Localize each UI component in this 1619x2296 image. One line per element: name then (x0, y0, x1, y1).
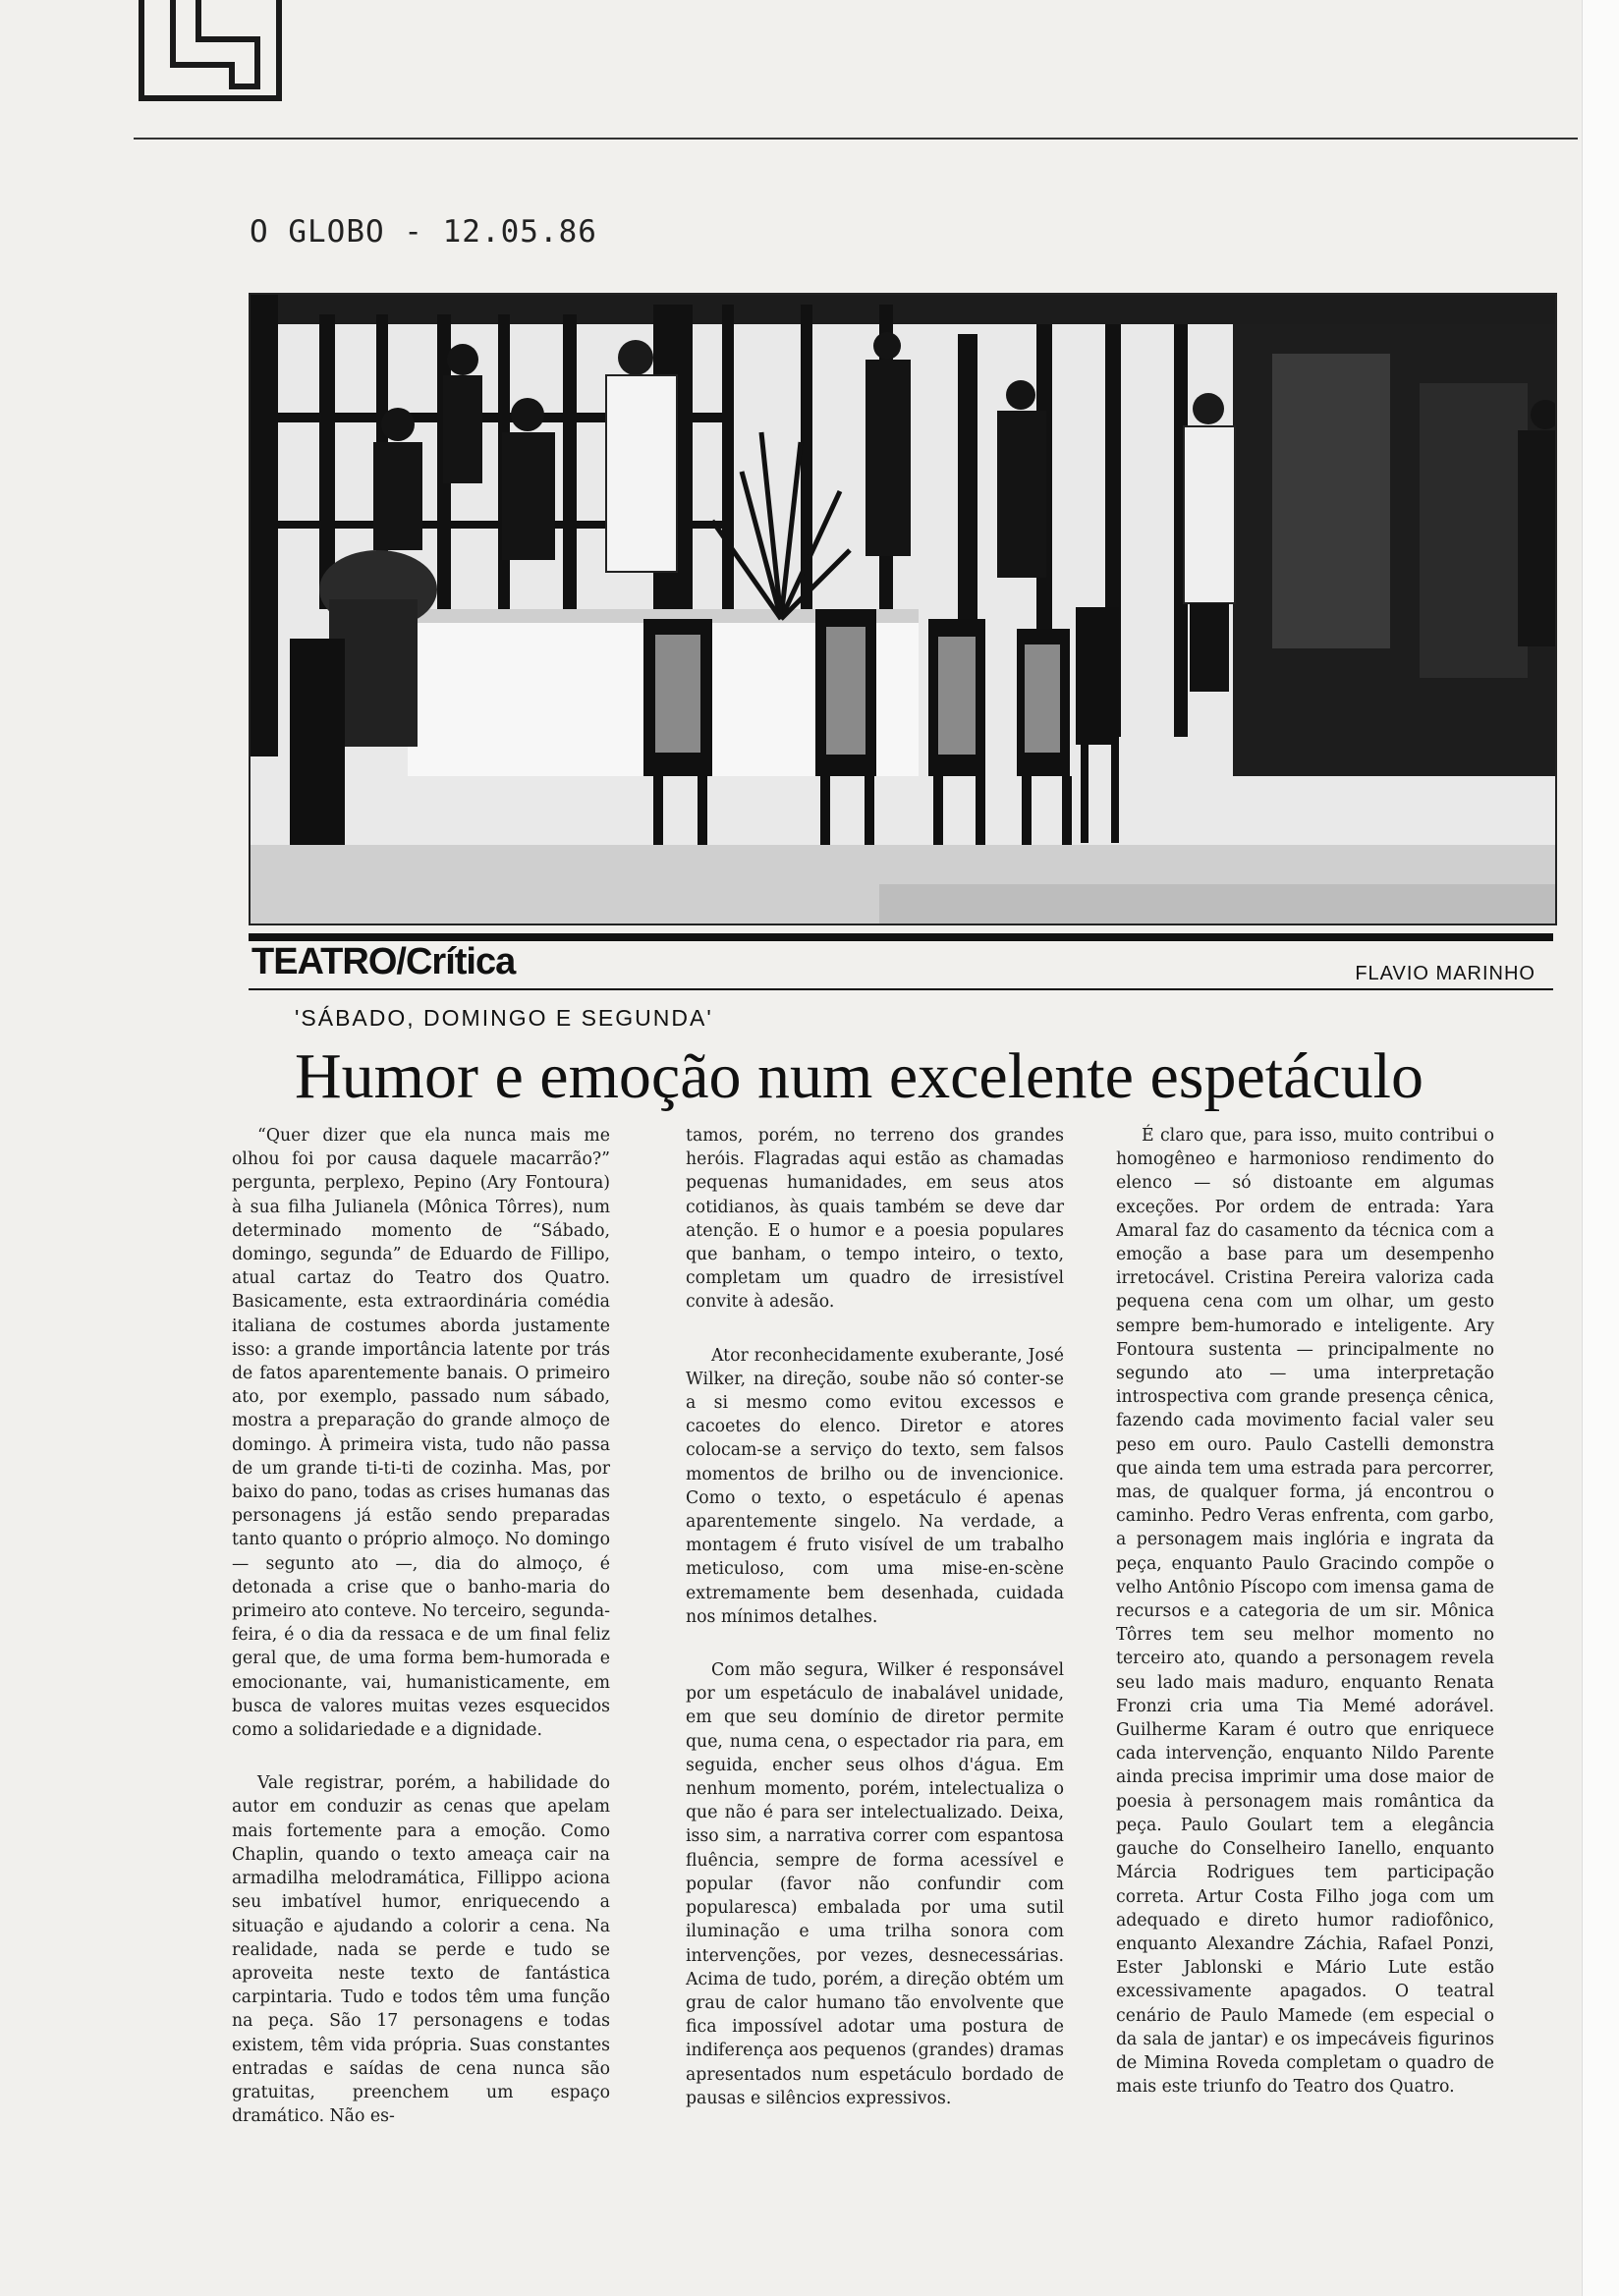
section-heading (251, 941, 515, 983)
section-main: TEATRO (251, 941, 397, 982)
header-rule (134, 138, 1578, 140)
section-rule-bottom (249, 988, 1553, 990)
paragraph: Vale registrar, porém, a habilidade do autor em conduzir as cenas que apelam mais fortemente para a emoção. Como Chaplin, quando o texto ameaça cair na armadilha melodramática, Fillippo aciona seu imbatível humor, enriquecendo a situação e ajudando a colorir a cena. Na realidade, nada se perde e tudo se aproveita neste texto de fantástica carpintaria. Tudo e todos têm uma função na peça. São 17 personagens e todas existem, têm vida própria. Suas constantes entradas e saídas de cena nunca são gratuitas, preenchem um espaço dramático. Não es- (232, 1773, 610, 2127)
paragraph: É claro que, para isso, muito contribui o homogêneo e harmonioso rendimento do elenco — só distoante em algumas exceções. Por ordem de entrada: Yara Amaral faz do casamento da técnica com a emoção a base para um desempenho irretocável. Cristina Pereira valoriza cada pequena cena com um olhar, um gesto sempre bem-humorado e inteligente. Ary Fontoura sustenta — principalmente no segundo ato — uma interpretação introspectiva com grande presença cênica, fazendo cada movimento facial valer seu peso em ouro. Paulo Castelli demonstra que ainda tem uma estrada para percorrer, mas, de qualquer forma, já encontrou o caminho. Pedro Veras enfrenta, com garbo, a personagem mais inglória e ingrata da peça, enquanto Paulo Gracindo compõe o velho Antônio Píscopo com imensa gama de recursos e a categoria de um sir. Mônica Tôrres tem seu melhor momento no terceiro ato, quando a personagem revela seu lado mais maduro, enquanto Renata Fronzi cria uma Tia Memé adorável. Guilherme Karam é outro que enriquece cada intervenção, enquanto Nildo Parente ainda precisa imprimir uma dose maior de poesia à personagem mais romântica da peça. Paulo Goulart tem a elegância gauche do Conselheiro Ianello, enquanto Márcia Rodrigues tem participação correta. Artur Costa Filho joga com um adequado e direto humor radiofônico, enquanto Alexandre Záchia, Rafael Ponzi, Ester Jablonski e Mário Lute estão excessivamente apagados. O teatral cenário de Paulo Mamede (em especial o da sala de jantar) e os impecáveis figurinos de Mimina Roveda completam o quadro de mais este triunfo do Teatro dos Quatro. (1116, 1126, 1494, 2098)
paragraph: “Quer dizer que ela nunca mais me olhou foi por causa daquele macarrão?” pergunta, perplexo, Pepino (Ary Fontoura) à sua filha Julianela (Mônica Tôrres), num determinado momento de “Sábado, domingo, segunda” de Eduardo de Fillipo, atual cartaz do Teatro dos Quatro. Basicamente, esta extraordinária comédia italiana de costumes aborda justamente isso: a grande importância latente por trás de fatos aparentemente banais. O primeiro ato, por exemplo, passado num sábado, mostra a preparação do grande almoço de domingo. À primeira vista, tudo não passa de um grande ti-ti-ti de cozinha. Mas, por baixo do pano, todas as crises humanas das personagens já estão sendo preparadas tanto quanto o próprio almoço. No domingo — segunto ato —, dia do almoço, é detonada a crise que o banho-maria do primeiro ato conteve. No terceiro, segunda-feira, é o dia da ressaca e de um final feliz geral que, de uma forma bem-humorada e emocionante, vai, humanisticamente, em busca de valores muitas vezes esquecidos como a solidariedade e a dignidade. (232, 1126, 610, 1741)
article-column-3 (1116, 1124, 1494, 2128)
paragraph: tamos, porém, no terreno dos grandes heróis. Flagradas aqui estão as chamadas pequenas humanidades, em seus atos cotidianos, às quais também se deve dar atenção. E o humor e a poesia populares que banham, o tempo inteiro, o texto, completam um quadro de irresistível convite à adesão. (686, 1126, 1064, 1313)
paragraph: Com mão segura, Wilker é responsável por um espetáculo de inabalável unidade, em que seu domínio de diretor permite que, numa cena, o espectador ria para, em seguida, encher seus olhos d'água. Em nenhum momento, porém, intelectualiza o que não é para ser intelectualizado. Deixa, isso sim, a narrativa correr com espantosa fluência, sempre de forma acessível e popular (favor não confundir com popularesca) embalada por uma sutil iluminação e uma trilha sonora com intervenções, por vezes, desnecessárias. Acima de tudo, porém, a direção obtém um grau de calor humano tão envolvente que fica impossível adotar uma postura de indiferença aos pequenos (grandes) dramas apresentados num espetáculo bordado de pausas e silêncios expressivos. (686, 1660, 1064, 2108)
article-column-2 (686, 1124, 1064, 2140)
section-slash: / (396, 941, 406, 982)
scene-photo (249, 293, 1557, 925)
paragraph: Ator reconhecidamente exuberante, José Wilker, na direção, soube não só conter-se a si mesmo como evitou excessos e cacoetes do elenco. Diretor e atores colocam-se a serviço do texto, sem falsos momentos de brilho ou de invencionice. Como o texto, o espetáculo é apenas aparentemente singelo. Na verdade, a montagem é fruto visível de um trabalho meticuloso, com uma mise-en-scène extremamente bem desenhada, cuidada nos mínimos detalhes. (686, 1345, 1064, 1627)
section-rule-top (249, 933, 1553, 941)
article-headline: Humor e emoção num excelente espetáculo (295, 1040, 1424, 1112)
play-title-kicker: 'SÁBADO, DOMINGO E SEGUNDA' (295, 1005, 713, 1031)
author-byline: FLAVIO MARINHO (1355, 963, 1535, 984)
page-number-logo (134, 0, 289, 106)
article-column-1 (232, 1124, 610, 2157)
section-sub: Crítica (405, 941, 516, 982)
source-date: O GLOBO - 12.05.86 (250, 214, 597, 250)
page-edge-strip (1582, 0, 1619, 2296)
